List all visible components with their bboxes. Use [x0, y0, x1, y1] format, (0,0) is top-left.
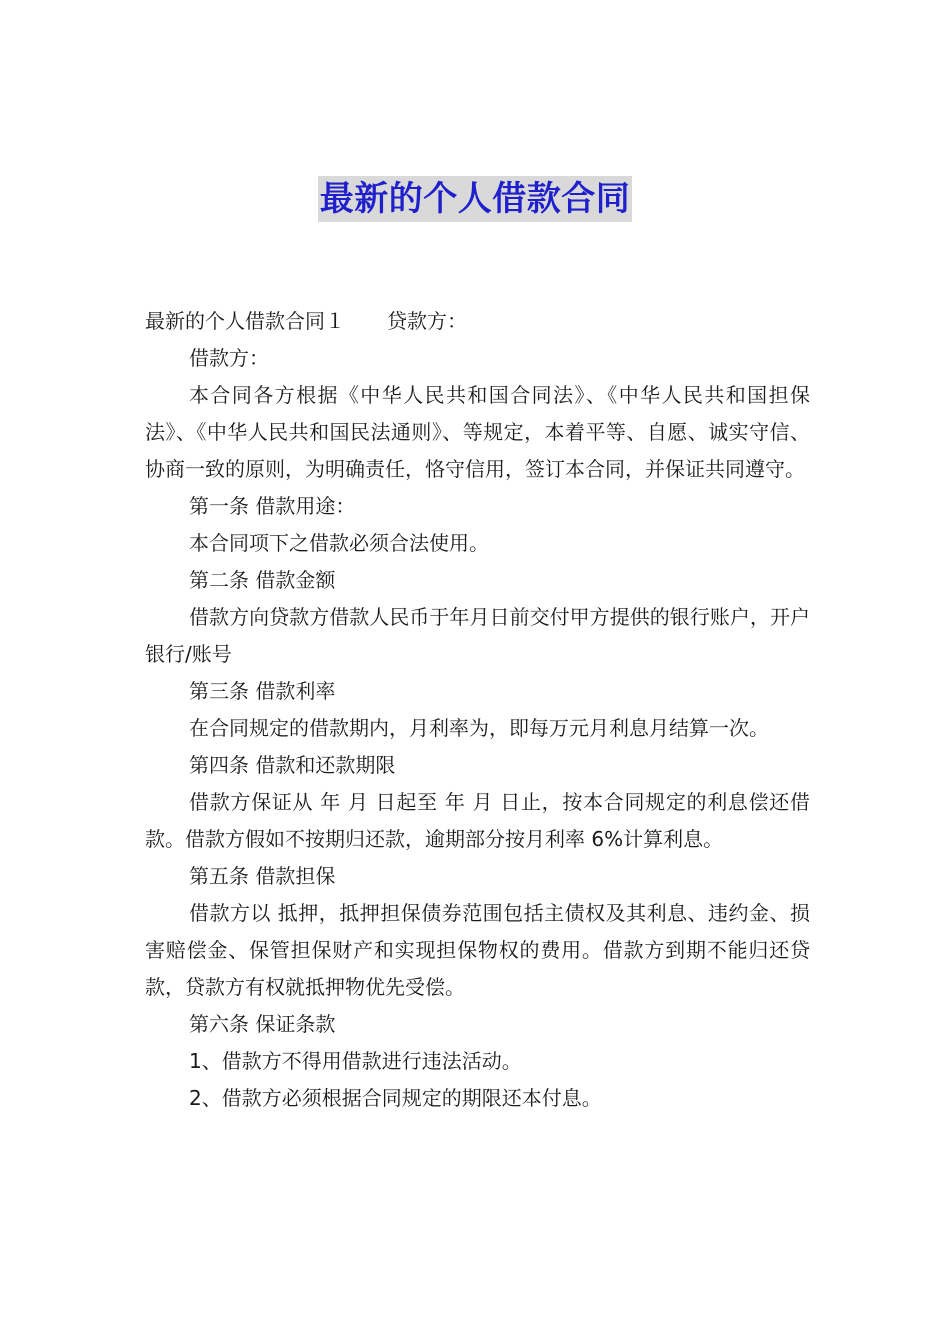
- article-4-heading: 第四条 借款和还款期限: [189, 753, 396, 777]
- article-2-text: 借款方向贷款方借款人民币于年月日前交付甲方提供的银行账户，开户银行/账号: [145, 605, 810, 666]
- preamble-paragraph: 本合同各方根据《中华人民共和国合同法》、《中华人民共和国担保法》、《中华人民共和国民法通则》、等规定，本着平等、自愿、诚实守信、协商一致的原则，为明确责任，恪守信用，签订本合同，并保证共同遵守。: [145, 383, 810, 481]
- article-1-text: 本合同项下之借款必须合法使用。: [189, 531, 489, 555]
- article-1-heading: 第一条 借款用途：: [189, 494, 356, 518]
- article-5-text: 借款方以 抵押，抵押担保债券范围包括主债权及其利息、违约金、损害赔偿金、保管担保财产和实现担保物权的费用。借款方到期不能归还贷款，贷款方有权就抵押物优先受偿。: [145, 901, 810, 999]
- article-4-text: 借款方保证从 年 月 日起至 年 月 日止，按本合同规定的利息偿还借款。借款方假如不按期归还款，逾期部分按月利率 6%计算利息。: [145, 790, 810, 851]
- document-body: [145, 303, 810, 1117]
- document-title: 最新的个人借款合同: [318, 176, 633, 222]
- contract-heading: 最新的个人借款合同１: [145, 309, 345, 333]
- article-6-item-2: 2、借款方必须根据合同规定的期限还本付息。: [189, 1086, 602, 1110]
- lender-label: 贷款方：: [387, 309, 467, 333]
- article-3-heading: 第三条 借款利率: [189, 679, 336, 703]
- article-5-heading: 第五条 借款担保: [189, 864, 336, 888]
- article-6-item-1: 1、借款方不得用借款进行违法活动。: [189, 1049, 522, 1073]
- article-6-heading: 第六条 保证条款: [189, 1012, 336, 1036]
- borrower-label: 借款方：: [189, 346, 269, 370]
- article-2-heading: 第二条 借款金额: [189, 568, 336, 592]
- title-container: [0, 176, 950, 222]
- article-3-text: 在合同规定的借款期内，月利率为，即每万元月利息月结算一次。: [189, 716, 769, 740]
- heading-line: [145, 303, 810, 340]
